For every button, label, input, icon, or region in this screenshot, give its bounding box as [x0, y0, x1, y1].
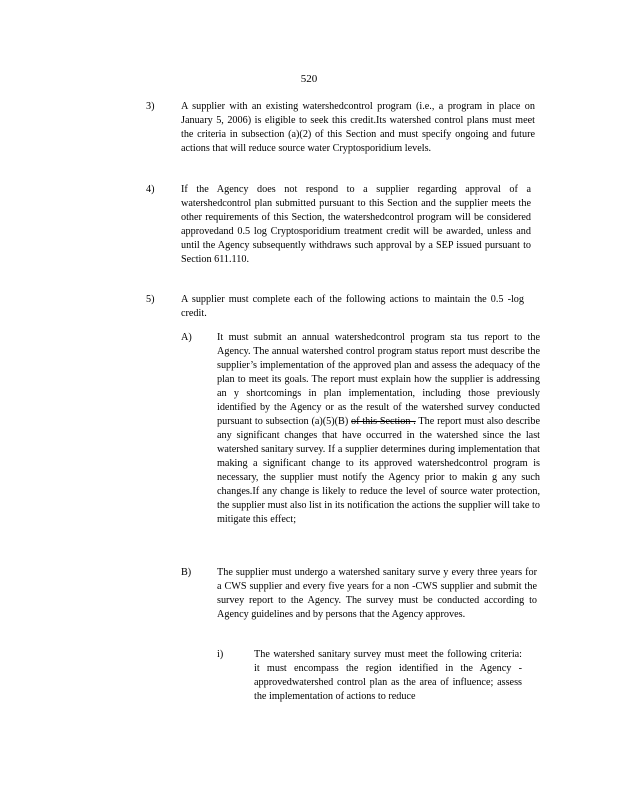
- item-label: B): [181, 567, 192, 578]
- item-text: The supplier must undergo a watershed sanitary surve y every three years for a CWS supplier and every five years for a non -CWS supplier and submit the survey report to the Agency. The survey must be conducted according to Agency guidelines and by persons that the Agency approves.: [217, 567, 537, 620]
- item-label: 3): [146, 101, 155, 112]
- item-label: i): [217, 649, 224, 660]
- list-item-3: [0, 100, 618, 172]
- item-label: 5): [146, 294, 155, 305]
- list-item-4: [0, 183, 618, 283]
- sub-item-a: [0, 331, 618, 555]
- item-label: 4): [146, 184, 155, 195]
- item-text: If the Agency does not respond to a supplier regarding approval of a watershedcontrol plan submitted pursuant to this Section and the supplier meets the other requirements of this Section, the watershedcontrol program will be considered approvedand 0.5 log Cryptosporidium treatment credit will be awarded, unless and until the Agency subsequently withdraws such approval by a SEP issued pursuant to Section 611.110.: [181, 184, 531, 265]
- list-item-5: [0, 293, 618, 323]
- page-number: 520: [300, 73, 318, 85]
- item-text: The watershed sanitary survey must meet the following criteria: it must encompass the region identified in the Agency -approvedwatershed control plan as the area of influence; assess the implementation of actions to reduce: [254, 649, 522, 702]
- item-text: A supplier must complete each of the following actions to maintain the 0.5 -log credit.: [181, 294, 524, 319]
- struck-text: of this Section .: [351, 416, 416, 427]
- text-before-strike: It must submit an annual watershedcontrol program sta tus report to the Agency. The annual watershed control program status report must describe the supplier’s implementation of the approved plan and assess the adequacy of the plan to meet its goals. The report must explain how the supplier is addressing an y shortcomings in plan implementation, including those previously identified by the Agency or as the result of the watershed survey conducted pursuant to subsection (a)(5)(B): [217, 332, 540, 427]
- sub-sub-item-i: [0, 648, 618, 708]
- item-label: A): [181, 332, 192, 343]
- item-text: [217, 331, 540, 527]
- item-text: A supplier with an existing watershedcontrol program (i.e., a program in place on January 5, 2006) is eligible to seek this credit.Its watershed control plans must meet the criteria in subsection (a)(2) of this Section and must specify ongoing and future actions that will reduce source water Cryptosporidium levels.: [181, 101, 535, 154]
- sub-item-b: [0, 566, 618, 638]
- text-after-strike: The report must also describe any significant changes that have occurred in the watershed since the last watershed sanitary survey. If a supplier determines during implementation that making a significant change to its approved watershedcontrol program is necessary, the supplier must notify the Agency prior to makin g any such changes.If any change is likely to reduce the level of source water protection, the supplier must also list in its notification the actions the supplier will take to mitigate this effect;: [217, 416, 540, 525]
